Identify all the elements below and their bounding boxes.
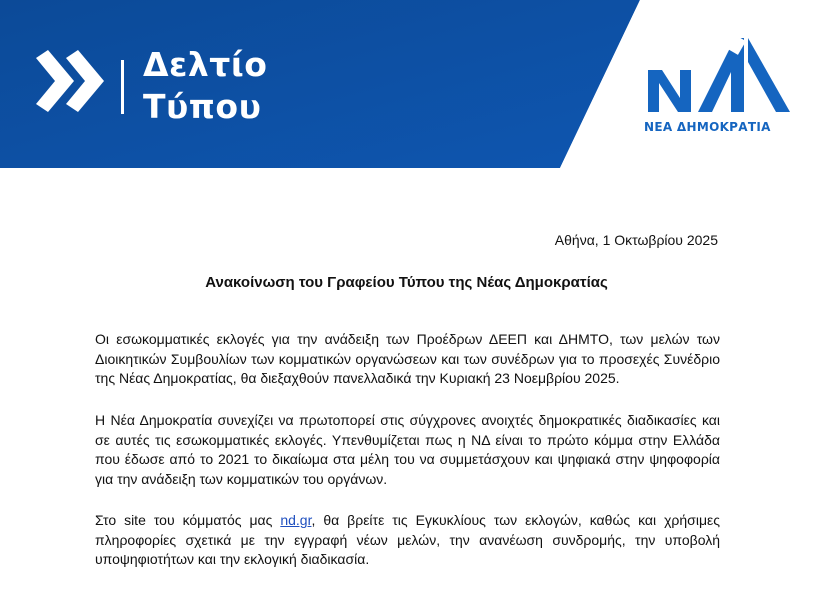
paragraph-1: Οι εσωκομματικές εκλογές για την ανάδειξη των Προέδρων ΔΕΕΠ και ΔΗΜΤΟ, των μελών των Διοικητικών Συμβουλίων των κομματικών οργανώσεων και των συνέδρων για το προσεχές Συνέδριο της Νέας Δημοκρατίας, θα διεξαχθούν πανελλαδικά την Κυριακή 23 Νοεμβρίου 2025. xyxy=(95,331,720,386)
brand-name: ΝΕΑ ΔΗΜΟΚΡΑΤΙΑ xyxy=(644,120,771,134)
title-line-1: Δελτίο xyxy=(143,45,268,84)
paragraph-3-start: Στο site του κόμματός μας xyxy=(95,512,281,528)
nd-gr-link[interactable]: nd.gr xyxy=(280,512,312,528)
header-banner-graphic xyxy=(0,0,813,168)
title-line-2: Τύπου xyxy=(143,87,262,126)
header-divider xyxy=(121,60,124,114)
document-date: Αθήνα, 1 Οκτωβρίου 2025 xyxy=(554,232,718,248)
paragraph-2: Η Νέα Δημοκρατία συνεχίζει να πρωτοπορεί στις σύγχρονες ανοιχτές δημοκρατικές διαδικασίες και σε αυτές τις εσωκομματικές εκλογές. Υπενθυμίζεται πως η ΝΔ είναι το πρώτο κόμμα στην Ελλάδα που έδωσε από το 2021 το δικαίωμα στα μέλη του να συμμετάσχουν και ψηφιακά στην ψηφοφορία για την ανάδειξη των κομματικών του οργάνων. xyxy=(95,412,720,487)
paragraph-3 xyxy=(95,511,720,570)
press-release-header xyxy=(0,0,813,168)
paragraph-3-end: , θα βρείτε τις Εγκυκλίους των εκλογών, καθώς και χρήσιμες πληροφορίες σχετικά με την εγγραφή νέων μελών, την ανανέωση συνδρομής, την υποβολή υποψηφιοτήτων και την εκλογική διαδικασία. xyxy=(95,512,720,567)
announcement-title: Ανακοίνωση του Γραφείου Τύπου της Νέας Δημοκρατίας xyxy=(205,274,608,291)
press-release-title xyxy=(143,44,267,128)
